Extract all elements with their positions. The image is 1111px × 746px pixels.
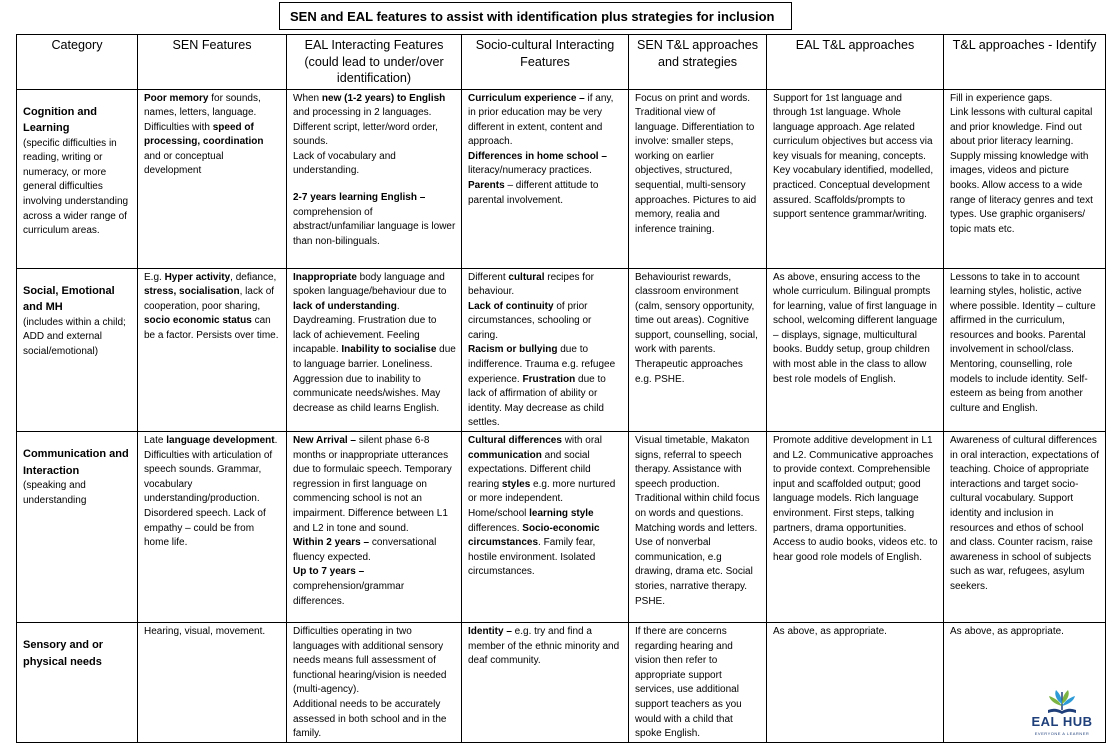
bold-text: Differences in home school – (468, 150, 607, 162)
cell-eal-tl (767, 623, 944, 743)
table-row (17, 268, 1106, 432)
header-eal-interacting: EAL Interacting Features (could lead to under/over identification) (287, 35, 462, 90)
logo-name: EAL HUB (1031, 714, 1093, 729)
text-segment: Difficulties operating in two languages with additional sensory needs means full assessment of functional hearing/vision is needed (multi-agency). (293, 626, 447, 696)
cell-eal-interacting (287, 268, 462, 432)
bold-text: Lack of continuity (468, 300, 554, 312)
cell-sen-features (138, 432, 287, 623)
text-segment: As above, as appropriate. (773, 626, 887, 638)
text-segment: comprehension of abstract/unfamiliar language is lower than non-bilinguals. (293, 206, 456, 247)
text-segment: Visual timetable, Makaton signs, referral to speech therapy. Assistance with speech production. Traditional within child focus on words and questions. Matching words and letters. Use of nonverbal communication, e.g drawing, drama etc. Social stories, narrative therapy. PSHE. (635, 435, 760, 607)
logo-tagline: EVERYONE A LEARNER (1034, 731, 1090, 736)
text-segment: for sounds, names, letters, language. Difficulties with (144, 92, 261, 133)
category-name: Communication and Interaction (23, 448, 129, 477)
category-name: Cognition and Learning (23, 105, 97, 135)
bold-text: Within 2 years – (293, 537, 370, 549)
text-segment: – different attitude to parental involvement. (468, 180, 599, 206)
bold-text: cultural (508, 271, 545, 283)
text-segment: Lessons to take in to account learning styles, holistic, active where possible. Identity – culture affirmed in the curriculum, resources and books. Parental involvement in school/class. Mentoring, counselling, role models to include identity. Self-esteem as being from another culture and English. (950, 271, 1096, 414)
text-segment: Lack of vocabulary and understanding. (293, 150, 396, 177)
bold-text: socio economic status (144, 315, 252, 327)
text-segment: due to lack of affirmation of ability or identity. May decrease as child settles. (468, 373, 606, 429)
text-segment: . Difficulties with articulation of speech sounds. Grammar, vocabulary understanding/production. Disordered speech. Lack of empathy – could be from home life. (144, 435, 278, 549)
header-tl-identify: T&L approaches - Identify (944, 35, 1106, 90)
text-segment: Support for 1st language and through 1st language. Whole language approach. Age related curriculum objectives but access via key visuals for meaning, concepts. Key vocabulary identified, modelled, practiced. Conceptual development assured. Scaffolds/prompts to support sentence grammar/writing. (773, 92, 934, 221)
text-segment: , defiance, (230, 271, 277, 283)
text-segment: Focus on print and words. Traditional view of language. Differentiation to involve: smaller steps, working on earlier objectives, structured, sequential, multi-sensory approaches. Pictures to aid memory, realia and inference training. (635, 92, 757, 235)
text-segment: Different (468, 271, 509, 283)
eal-hub-logo (1030, 688, 1094, 742)
text-segment: differences. (468, 522, 523, 534)
text-segment: Behaviourist rewards, classroom environment (calm, sensory opportunity, time out areas). Cognitive support, counselling, social, work with parents. Therapeutic approaches e.g. PSHE. (635, 271, 758, 385)
text-segment: When (293, 92, 322, 104)
features-table (16, 34, 1106, 743)
cell-sen-tl (629, 268, 767, 432)
bold-text: Identity – (468, 626, 512, 638)
cell-tl-identify (944, 268, 1106, 432)
category-name: Sensory and or physical needs (23, 639, 104, 668)
bold-text: Inability to socialise (341, 344, 437, 356)
text-segment: of prior circumstances, schooling or caring. (468, 300, 592, 341)
text-segment: literacy/numeracy practices. (468, 165, 592, 177)
table-row (17, 623, 1106, 743)
text-segment: body language and spoken language/behaviour due to (293, 271, 447, 298)
text-segment: silent phase 6-8 months or inappropriate utterances due to formulaic speech. Temporary regression in first language on commencing school is not an impairment. Difference between L1 and L2 in tone and sound. (293, 435, 452, 534)
text-segment: if any, in prior education may be very different in extent, content and approach. (468, 92, 614, 148)
bold-text: 2-7 years learning English – (293, 192, 426, 204)
cell-sen-tl (629, 432, 767, 623)
text-segment: comprehension/grammar differences. (293, 580, 405, 607)
bold-text: New Arrival – (293, 435, 356, 447)
bold-text: Cultural differences (468, 435, 562, 447)
table-row (17, 432, 1106, 623)
bold-text: speed of processing, coordination (144, 121, 264, 148)
text-segment: e.g. more nurtured or more independent. Home/school (468, 478, 616, 519)
text-segment: with oral (561, 435, 602, 447)
category-cell (17, 268, 138, 432)
text-segment: and social expectations. Different child rearing (468, 449, 591, 490)
text-segment: and processing in 2 languages. Different script, letter/word order, sounds. (293, 107, 438, 148)
text-segment: Link lessons with cultural capital and prior knowledge. Find out about prior literacy learning. Supply missing knowledge with images, videos and picture books. Allow access to a wide range of literacy genres and text types. Use graphic organisers/ topic mats etc. (950, 107, 1093, 235)
cell-eal-tl (767, 89, 944, 268)
text-segment: due to indifference. Trauma e.g. refugee experience. (468, 344, 616, 385)
text-segment: and or conceptual development (144, 150, 224, 177)
cell-socio-cultural (462, 268, 629, 432)
bold-text: Poor memory (144, 92, 209, 104)
text-segment: Late (144, 435, 167, 447)
header-sen-features: SEN Features (138, 35, 287, 90)
text-segment: conversational fluency expected. (293, 537, 437, 563)
cell-sen-features (138, 623, 287, 743)
bold-text: learning style (529, 508, 594, 519)
cell-socio-cultural (462, 432, 629, 623)
table-row (17, 89, 1106, 268)
cell-eal-interacting (287, 89, 462, 268)
bold-text: Up to 7 years – (293, 566, 365, 578)
header-sen-tl: SEN T&L approaches and strategies (629, 35, 767, 90)
cell-eal-interacting (287, 623, 462, 743)
bold-text: lack of understanding (293, 300, 397, 312)
text-segment: . Family fear, hostile environment. Isolated circumstances. (468, 537, 596, 578)
text-segment: If there are concerns regarding hearing and vision then refer to appropriate support services, use additional support teachers as you would with a child that spoke English. (635, 626, 742, 740)
text-segment: Hearing, visual, movement. (144, 626, 266, 638)
bold-text: Hyper activity (164, 271, 231, 283)
document-title: SEN and EAL features to assist with identification plus strategies for inclusion (279, 2, 792, 30)
cell-socio-cultural (462, 623, 629, 743)
category-cell (17, 432, 138, 623)
text-segment: Fill in experience gaps. (950, 92, 1053, 104)
text-segment: Additional needs to be accurately assessed in both school and in the family. (293, 699, 447, 740)
header-row (17, 35, 1106, 90)
cell-tl-identify (944, 432, 1106, 623)
text-segment: E.g. (144, 271, 165, 283)
cell-sen-features (138, 89, 287, 268)
text-segment: As above, as appropriate. (950, 626, 1064, 638)
cell-eal-tl (767, 432, 944, 623)
bold-text: styles (501, 478, 531, 490)
text-segment: e.g. try and find a member of the ethnic minority and deaf community. (468, 626, 620, 667)
bold-text: communication (468, 449, 542, 461)
text-segment: Awareness of cultural differences in oral interaction, expectations of teaching. Choice of appropriate interactions and target socio-cultural vocabulary. Support identity and inclusion in resources and ethos of school and class. Counter racism, raise awareness in school of subjects such as war, refugees, asylum seekers. (950, 435, 1099, 592)
category-description: (speaking and understanding (23, 480, 87, 506)
category-description: (includes within a child; ADD and external social/emotional) (23, 316, 126, 357)
bold-text: Inappropriate (293, 271, 357, 283)
text-segment: Promote additive development in L1 and L2. Communicative approaches to provide context. Comprehensible input and scaffolded output; good language models. Rich language environment. First steps, talking partners, drama opportunities. Access to audio books, videos etc. to hear good role models of English. (773, 435, 938, 563)
category-name: Social, Emotional and MH (23, 284, 115, 314)
cell-eal-tl (767, 268, 944, 432)
bold-text: Racism or bullying (468, 344, 558, 356)
text-segment: due to language barrier. Loneliness. Aggression due to inability to communicate needs/wishes. May decrease as child learns English. (293, 344, 456, 414)
text-segment: can be a factor. Persists over time. (144, 315, 279, 341)
text-segment: , lack of cooperation, poor sharing, (144, 286, 275, 312)
bold-text: language development (166, 435, 275, 447)
cell-sen-features (138, 268, 287, 432)
cell-tl-identify (944, 89, 1106, 268)
bold-text: Frustration (522, 373, 576, 385)
bold-text: stress, socialisation (144, 286, 240, 298)
cell-eal-interacting (287, 432, 462, 623)
category-cell (17, 623, 138, 743)
text-segment: As above, ensuring access to the whole curriculum. Bilingual prompts for learning, value of first language in school, welcoming different language – displays, signage, multicultural books. Buddy setup, group children with most able in the class to allow best role models of English. (773, 271, 938, 385)
header-eal-tl: EAL T&L approaches (767, 35, 944, 90)
header-socio-cultural: Socio-cultural Interacting Features (462, 35, 629, 90)
text-segment: . Daydreaming. Frustration due to lack of achievement. Feeling incapable. (293, 300, 437, 356)
category-cell (17, 89, 138, 268)
book-leaves-icon (1030, 688, 1094, 716)
text-segment: recipes for behaviour. (468, 271, 594, 298)
category-description: (specific difficulties in reading, writing or numeracy, or more general difficulties involving understanding across a wider range of curriculum areas. (23, 137, 129, 237)
bold-text: Parents (468, 180, 505, 192)
bold-text: Curriculum experience – (468, 92, 585, 104)
cell-sen-tl (629, 623, 767, 743)
cell-sen-tl (629, 89, 767, 268)
bold-text: new (1-2 years) to English (321, 92, 446, 104)
header-category: Category (17, 35, 138, 90)
bold-text: Socio-economic circumstances (468, 522, 600, 549)
cell-socio-cultural (462, 89, 629, 268)
